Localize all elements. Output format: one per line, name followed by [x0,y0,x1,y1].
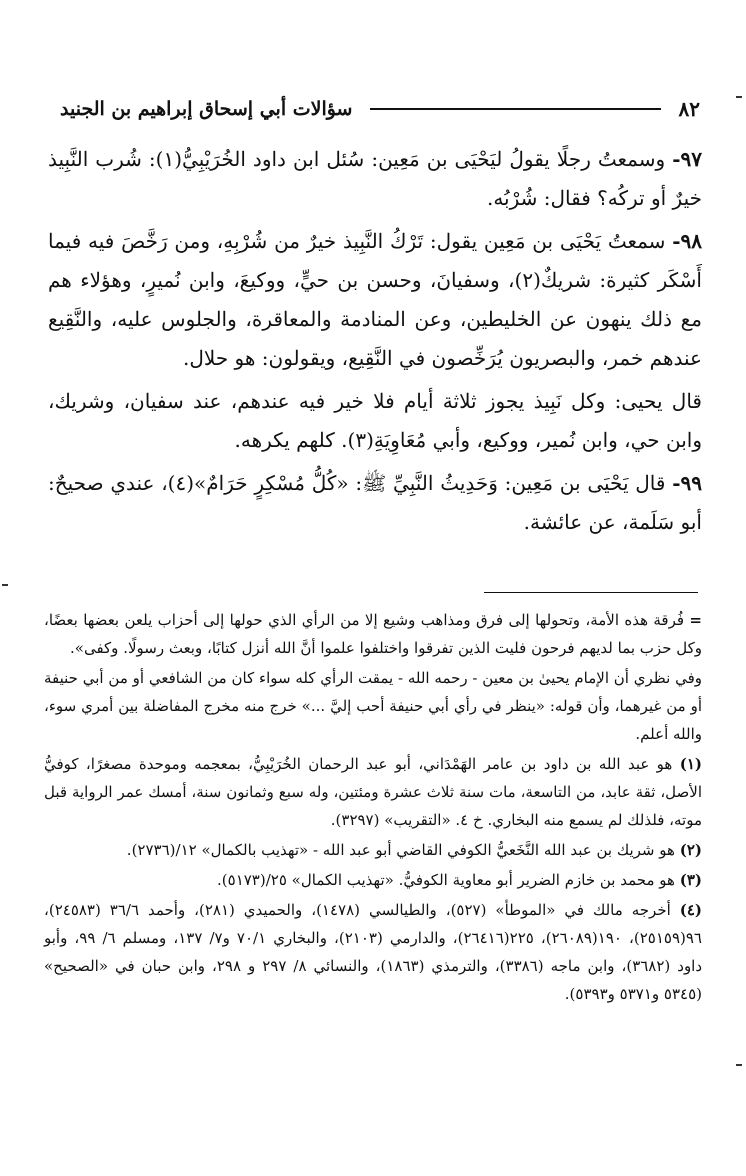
footnote-text: هو شريك بن عبد الله النَّخَعيُّ الكوفي القاضي أبو عبد الله - «تهذيب بالكمال» ١٢/(٢٧٣٦). [126,841,675,859]
entry-number: ٩٩- [672,471,703,495]
footnote-continued [44,606,702,662]
entry-text: قال يحيى: وكل نَبِيذ يجوز ثلاثة أيام فلا خير فيه عندهم، عند سفيان، وشريك، وابن حي، وابن نُمير، ووكيع، وأبي مُعَاوِيَةِ(٣). كلهم يكرهه. [48,389,702,452]
footnote-2 [44,836,702,864]
footnote-text: فُرقة هذه الأمة، وتحولها إلى فرق ومذاهب وشيع إلا من الرأي الذي حولها إلى أحزاب يلعن بعضها بعضًا، وكل حزب بما لديهم فرحون فليت الذين تفرقوا واختلفوا علموا أنَّ الله أنزل كتابًا، وبعث رسولًا. وكفى». [44,611,702,657]
scan-mark [736,1064,742,1066]
footnote-commentary [44,664,702,748]
entry-98-continuation [48,382,702,460]
footnote-mark: (١) [679,755,702,773]
entry-98 [48,222,702,378]
book-title: سؤالات أبي إسحاق إبراهيم بن الجنيد [60,98,353,120]
footnote-text: هو عبد الله بن داود بن عامر الهَمْدَاني، أبو عبد الرحمان الخُرَيْبِيُّ، بمعجمه وموحدة مصغرًا، كوفيُّ الأصل، ثقة عابد، من التاسعة، مات سنة ثلاث عشرة ومئتين، وله سبع وثمانون سنة، أمسك عمر الرواية قبل موته، فلذلك لم يسمع منه البخاري. خ ٤. «التقريب» (٣٢٩٧). [44,755,702,829]
footnote-4 [44,896,702,1008]
main-text [48,140,702,546]
footnote-3 [44,866,702,894]
running-header [60,92,700,126]
footnote-text: أخرجه مالك في «الموطأ» (٥٢٧)، والطيالسي (١٤٧٨)، والحميدي (٢٨١)، وأحمد ٣٦/٦ (٢٤٥٨٣)، ٩٦(٢٥١٥٩)، ١٩٠(٢٦٠٨٩)، ٢٢٥(٢٦٤١٦)، والدارمي (٢١٠٣)، والبخاري ٧٠/١ و٧/ ١٣٧، ومسلم ٦/ ٩٩، وأبو داود (٣٦٨٢)، وابن ماجه (٣٣٨٦)، والترمذي (١٨٦٣)، والنسائي ٨/ ٢٩٧ و ٢٩٨، وابن حبان في «الصحيح» (٥٣٤٥ و٥٣٧١ و٥٣٩٣). [44,901,703,1003]
scan-mark [736,96,742,98]
entry-text: قال يَحْيَى بن مَعِين: وَحَدِيثُ النَّبِيِّ ﷺ: «كُلُّ مُسْكِرٍ حَرَامٌ»(٤)، عندي صحيحٌ: أبو سَلَمة، عن عائشة. [48,471,702,534]
entry-number: ٩٧- [672,147,702,171]
page-number: ٨٢ [678,97,700,121]
footnote-text: وفي نظري أن الإمام يحيىٰ بن معين - رحمه الله - يمقت الرأي كله سواء كان من الشافعي أو من أبي حنيفة أو من غيرهما، وأن قوله: «ينظر في رأي أبي حنيفة أحب إليَّ ...» خرج منه مخرج المفاضلة بين أمري سوء، والله أعلم. [44,669,702,743]
entry-97 [48,140,702,218]
footnote-1 [44,750,702,834]
entry-number: ٩٨- [672,229,703,253]
footnotes [44,606,702,1010]
footnote-mark: (٣) [679,871,702,889]
footnote-mark: = [689,611,702,629]
scan-mark [2,584,8,586]
footnote-mark: (٢) [679,841,702,859]
entry-text: سمعتُ يَحْيَى بن مَعِين يقول: تَرْكُ النَّبِيذ خيرٌ من شُرْبِهِ، ومن رَخَّصَ فيه فيما أَسْكَر كثيرة: شريكٌ(٢)، وسفيانَ، وحسن بن حيٍّ، ووكيعَ، وابن نُميرٍ، وهؤلاء هم مع ذلك ينهون عن الخليطين، وعن المنادمة والمعاقرة، والجلوس عليه، والنَّقِيع عندهم خمر، والبصريون يُرَخِّصون في النَّقِيع، ويقولون: هو حلال. [48,229,702,370]
header-rule [370,108,660,110]
footnote-separator [484,592,698,593]
entry-99 [48,464,702,542]
footnote-mark: (٤) [679,901,702,919]
entry-text: وسمعتُ رجلًا يقولُ ليَحْيَى بن مَعِين: سُئل ابن داود الخُرَيْبِيُّ(١): شُرب النَّبِيذ خيرٌ أو تركُه؟ فقال: شُرْبُه. [48,147,702,210]
footnote-text: هو محمد بن خازم الضرير أبو معاوية الكوفيُّ. «تهذيب الكمال» ٢٥/(٥١٧٣). [217,871,675,889]
